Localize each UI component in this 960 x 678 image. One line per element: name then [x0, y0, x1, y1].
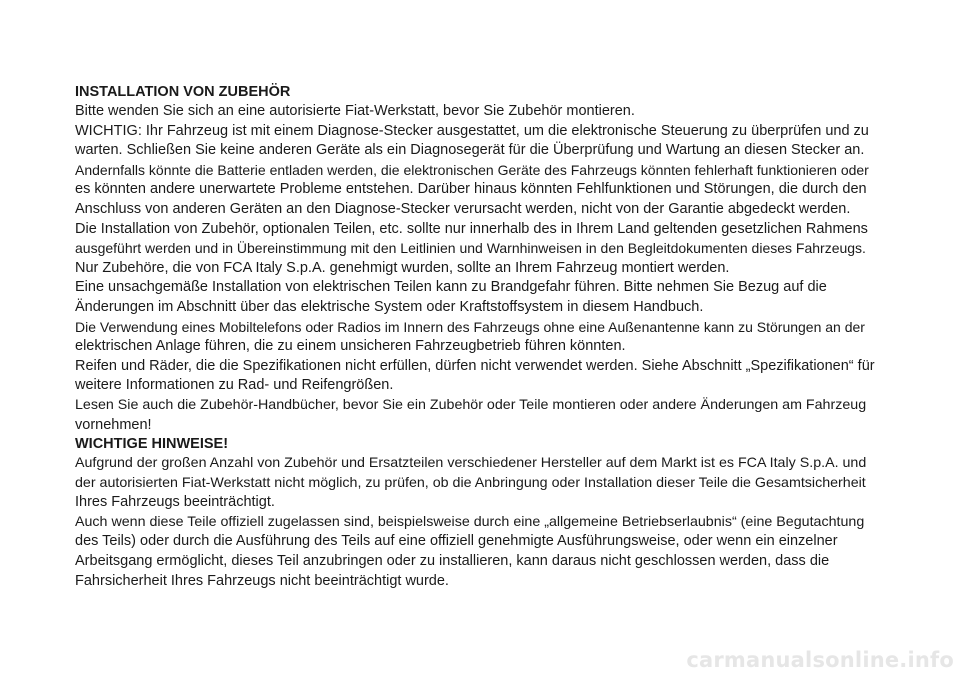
- text-line: Aufgrund der großen Anzahl von Zubehör und Ersatzteilen verschiedener Hersteller auf dem Markt ist es FCA Italy S.p.A. und: [75, 455, 867, 472]
- text-line: Auch wenn diese Teile offiziell zugelassen sind, beispielsweise durch eine „allgemeine Betriebserlaubnis“ (eine Begutachtung: [75, 513, 865, 530]
- text-line: weitere Informationen zu Rad- und Reifengrößen.: [75, 377, 394, 394]
- text-line: Eine unsachgemäße Installation von elektrischen Teilen kann zu Brandgefahr führen. Bitte nehmen Sie Bezug auf die: [75, 279, 827, 296]
- text-line: Reifen und Räder, die die Spezifikationen nicht erfüllen, dürfen nicht verwendet werden. Siehe Abschnitt „Spezifikationen“ für: [75, 357, 875, 374]
- document-body: [75, 83, 875, 591]
- text-line: Änderungen im Abschnitt über das elektrische System oder Kraftstoffsystem in diesem Handbuch.: [75, 298, 704, 315]
- watermark: carmanualsonline.info: [686, 648, 954, 672]
- section-heading-important-notes: WICHTIGE HINWEISE!: [75, 436, 229, 453]
- text-line: der autorisierten Fiat-Werkstatt nicht möglich, zu prüfen, ob die Anbringung oder Installation dieser Teile die Gesamtsicherheit: [75, 474, 866, 491]
- text-line: Andernfalls könnte die Batterie entladen werden, die elektronischen Geräte des Fahrzeugs könnten fehlerhaft funktionieren oder: [75, 161, 869, 178]
- section-heading-installation: INSTALLATION VON ZUBEHÖR: [75, 84, 291, 100]
- text-line: elektrischen Anlage führen, die zu einem unsicheren Fahrzeugbetrieb führen könnten.: [75, 338, 626, 355]
- text-line: Ihres Fahrzeugs beeinträchtigt.: [75, 494, 275, 511]
- text-line: vornehmen!: [75, 416, 152, 433]
- section-body-installation: [75, 102, 875, 435]
- text-line: des Teils) oder durch die Ausführung des Teils auf eine offiziell genehmigte Ausführungsweise, oder wenn ein einzelner: [75, 533, 838, 550]
- text-line: Fahrsicherheit Ihres Fahrzeugs nicht beeinträchtigt wurde.: [75, 572, 449, 589]
- section-body-important-notes: [75, 454, 875, 591]
- text-line: ausgeführt werden und in Übereinstimmung mit den Leitlinien und Warnhinweisen in den Begleitdokumenten dieses Fahrzeugs.: [75, 240, 866, 257]
- text-line: Nur Zubehöre, die von FCA Italy S.p.A. genehmigt wurden, sollte an Ihrem Fahrzeug montiert werden.: [75, 259, 730, 276]
- text-line: Die Installation von Zubehör, optionalen Teilen, etc. sollte nur innerhalb des in Ihrem Land geltenden gesetzlichen Rahmens: [75, 220, 868, 237]
- text-line: WICHTIG: Ihr Fahrzeug ist mit einem Diagnose-Stecker ausgestattet, um die elektronische Steuerung zu überprüfen und zu: [75, 122, 869, 139]
- text-line: Anschluss von anderen Geräten an den Diagnose-Stecker verursacht werden, nicht von der Garantie abgedeckt werden.: [75, 200, 851, 217]
- text-line: warten. Schließen Sie keine anderen Geräte als ein Diagnosegerät für die Überprüfung und Wartung an diesen Stecker an.: [75, 142, 865, 159]
- text-line: Lesen Sie auch die Zubehör-Handbücher, bevor Sie ein Zubehör oder Teile montieren oder andere Änderungen am Fahrzeug: [75, 396, 867, 413]
- text-line: es könnten andere unerwartete Probleme entstehen. Darüber hinaus könnten Fehlfunktionen und Störungen, die durch den: [75, 181, 867, 198]
- text-line: Arbeitsgang ermöglicht, dieses Teil anzubringen oder zu installieren, kann daraus nicht geschlossen werden, dass die: [75, 553, 830, 570]
- text-line: Die Verwendung eines Mobiltelefons oder Radios im Innern des Fahrzeugs ohne eine Außenantenne kann zu Störungen an der: [75, 318, 865, 335]
- text-line: Bitte wenden Sie sich an eine autorisierte Fiat-Werkstatt, bevor Sie Zubehör montieren.: [75, 103, 635, 119]
